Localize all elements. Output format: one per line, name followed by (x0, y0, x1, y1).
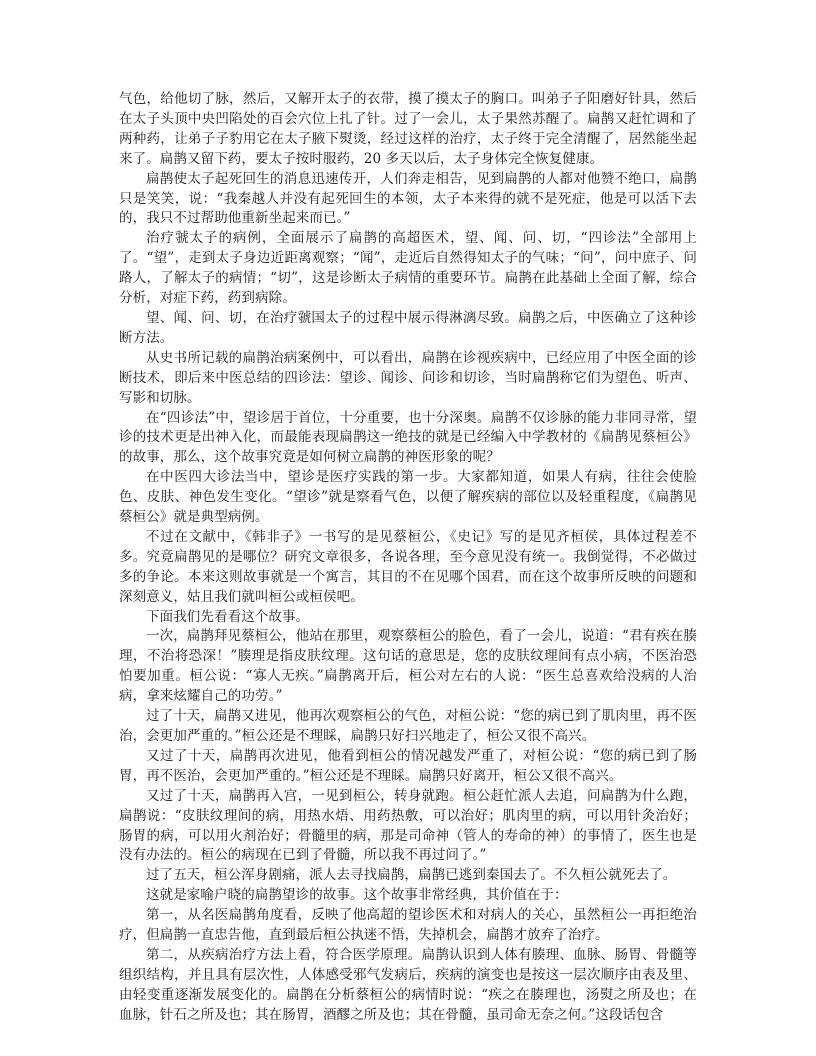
paragraph: 治疗虢太子的病例，全面展示了扁鹊的高超医术，望、闻、问、切，“四诊法”全部用上了。“望”，走到太子身边近距离观察；“闻”，走近后自然得知太子的气味；“问”，问中庶子、问路人，了解太子的病情；“切”，这是诊断太子病情的重要环节。扁鹊在此基础上全面了解，综合分析，对症下药，药到病除。 (119, 230, 697, 307)
paragraph: 不过在文献中，《韩非子》一书写的是见蔡桓公，《史记》写的是见齐桓侯，具体过程差不多。究竟扁鹊见的是哪位？研究文章很多，各说各理，至今意见没有统一。我倒觉得，不必做过多的争论。本来这则故事就是一个寓言，其目的不在见哪个国君，而在这个故事所反映的问题和深刻意义，姑且我们就叫桓公或桓侯吧。 (119, 528, 697, 605)
document-page (119, 90, 697, 1026)
paragraph: 在“四诊法”中，望诊居于首位，十分重要，也十分深奥。扁鹊不仅诊脉的能力非同寻常，望诊的技术更是出神入化，而最能表现扁鹊这一绝技的就是已经编入中学教材的《扁鹊见蔡桓公》的故事，那么，这个故事究竟是如何树立扁鹊的神医形象的呢？ (119, 409, 697, 466)
paragraph-continuation: 气色，给他切了脉，然后，又解开太子的衣带，摸了摸太子的胸口。叫弟子子阳磨好针具，然后在太子头顶中央凹陷处的百会穴位上扎了针。过了一会儿，太子果然苏醒了。扁鹊又赶忙调和了两种药，让弟子子豹用它在太子腋下熨烫，经过这样的治疗，太子终于完全清醒了，居然能坐起来了。扁鹊又留下药，要太子按时服药，20 多天以后，太子身体完全恢复健康。 (119, 91, 697, 167)
paragraph: 在中医四大诊法当中，望诊是医疗实践的第一步。大家都知道，如果人有病，往往会使脸色、皮肤、神色发生变化。“望诊”就是察看气色，以便了解疾病的部位以及轻重程度，《扁鹊见蔡桓公》就是典型病例。 (119, 469, 697, 526)
paragraph: 过了五天，桓公浑身剧痛，派人去寻找扁鹊，扁鹊已逃到秦国去了。不久桓公就死去了。 (146, 867, 677, 884)
paragraph: 扁鹊使太子起死回生的消息迅速传开，人们奔走相告，见到扁鹊的人都对他赞不绝口，扁鹊只是笑笑，说：“我秦越人并没有起死回生的本领，太子本来得的就不是死症，他是可以活下去的，我只不过帮助他重新坐起来而已。” (119, 170, 697, 227)
paragraph: 一次，扁鹊拜见蔡桓公，他站在那里，观察蔡桓公的脸色，看了一会儿，说道：“君有疾在腠理，不治将恐深！”腠理是指皮肤纹理。这句话的意思是，您的皮肤纹理间有点小病，不医治恐怕要加重。桓公说：“寡人无疾。”扁鹊离开后，桓公对左右的人说：“医生总喜欢给没病的人治病，拿来炫耀自己的功劳。” (119, 628, 697, 705)
paragraph: 下面我们先看看这个故事。 (146, 608, 310, 625)
paragraph: 望、闻、问、切，在治疗虢国太子的过程中展示得淋漓尽致。扁鹊之后，中医确立了这种诊断方法。 (119, 309, 697, 346)
paragraph: 第二，从疾病治疗方法上看，符合医学原理。扁鹊认识到人体有腠理、血脉、肠胃、骨髓等组织结构，并且具有层次性，人体感受邪气发病后，疾病的演变也是按这一层次顺序由表及里、由轻变重逐渐发展变化的。扁鹊在分析蔡桓公的病情时说：“疾之在腠理也，汤熨之所及也；在血脉，针石之所及也；其在肠胃，酒醪之所及也；其在骨髓，虽司命无奈之何。”这段话包含 (119, 946, 697, 1023)
paragraph: 从史书所记载的扁鹊治病案例中，可以看出，扁鹊在诊视疾病中，已经应用了中医全面的诊断技术，即后来中医总结的四诊法：望诊、闻诊、问诊和切诊，当时扁鹊称它们为望色、听声、写影和切脉。 (119, 349, 697, 406)
paragraph: 过了十天，扁鹊又进见，他再次观察桓公的气色，对桓公说：“您的病已到了肌肉里，再不医治，会更加严重的。”桓公还是不理睬，扁鹊只好扫兴地走了，桓公又很不高兴。 (119, 708, 697, 744)
paragraph: 又过了十天，扁鹊再次进见，他看到桓公的情况越发严重了，对桓公说：“您的病已到了肠胃，再不医治，会更加严重的。”桓公还是不理睬。扁鹊只好离开，桓公又很不高兴。 (119, 747, 697, 784)
paragraph: 又过了十天，扁鹊再入宫，一见到桓公，转身就跑。桓公赶忙派人去追，问扁鹊为什么跑，扁鹊说：“皮肤纹理间的病，用热水焐、用药热敷，可以治好；肌肉里的病，可以用针灸治好；肠胃的病，可以用火剂治好；骨髓里的病，那是司命神（管人的寿命的神）的事情了，医生也是没有办法的。桓公的病现在已到了骨髓，所以我不再过问了。” (119, 787, 697, 864)
paragraph: 这就是家喻户晓的扁鹊望诊的故事。这个故事非常经典，其价值在于： (146, 887, 568, 904)
paragraph: 第一，从名医扁鹊角度看，反映了他高超的望诊医术和对病人的关心，虽然桓公一再拒绝治疗，但扁鹊一直忠告他，直到最后桓公执迷不悟，失掉机会，扁鹊才放弃了治疗。 (119, 907, 697, 944)
